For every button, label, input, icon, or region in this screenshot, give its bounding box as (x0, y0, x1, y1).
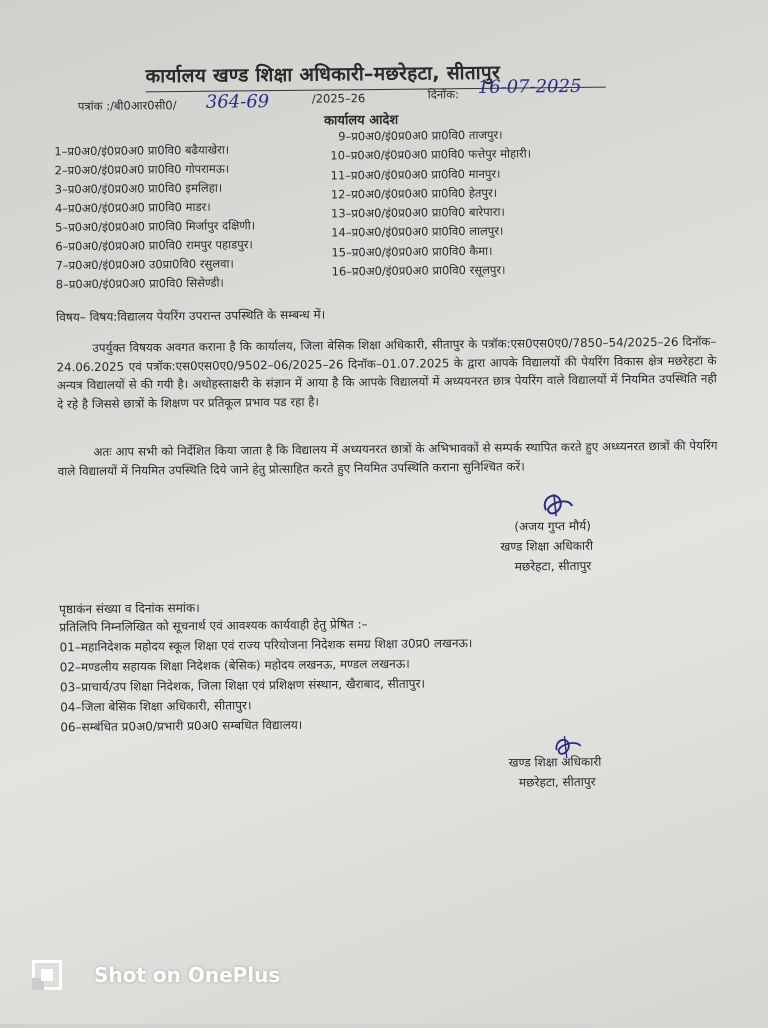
list-item: 14–प्र0अ0/इं0प्र0अ0 प्रा0वि0 लालपुर। (331, 223, 504, 240)
list-item: 6–प्र0अ0/इं0प्र0अ0 प्रा0वि0 रामपुर पहाडपुर। (55, 237, 253, 254)
body-paragraph-1: उपर्युक्त विषयक अवगत कराना है कि कार्यालय, जिला बेसिक शिक्षा अधिकारी, सीतापुर के पत्रॉक:एस0एस0ए0/7850–54/2025–26 दिनॉक–24.06.2025 एवं पत्रॉक:एस0एस0ए0/9502–06/2025–26 दिनॉक–01.07.2025 के द्वारा आपके विद्यालयों की पेयरिंग विकास क्षेत्र मछरेहटा के अन्यत्र विद्यालयों से की गयी है। अधोहस्ताक्षरी के संज्ञान में आया है कि आपके विद्यालयों में अध्ययनरत छात्र पेयरिंग वाले विद्यालयों में नियमित उपस्थिति नही दे रहे है जिससे छात्रों के शिक्षण पर प्रतिकूल प्रभाव पड रहा है। (56, 334, 717, 411)
list-item: 12–प्र0अ0/इं0प्र0अ0 प्रा0वि0 हेतपुर। (330, 185, 498, 202)
signatory-designation: खण्ड शिक्षा अधिकारी (508, 754, 602, 770)
endorsement-intro: प्रतिलिपि निम्नलिखित को सूचनार्थ एवं आवश्यक कार्यवाही हेतु प्रेषित :– (59, 617, 368, 635)
list-item: 4–प्र0अ0/इं0प्र0अ0 प्रा0वि0 माडर। (54, 199, 211, 216)
oneplus-logo-icon (32, 960, 62, 990)
endorsement-heading: पृष्ठाकंन संख्या व दिनांक समांक। (59, 600, 200, 617)
signature-scribble-icon (538, 488, 578, 522)
list-item: 1–प्र0अ0/इं0प्र0अ0 प्रा0वि0 बढैयाखेरा। (54, 142, 230, 159)
signatory-name: (अजय गुप्त मौर्य) (514, 518, 591, 534)
list-item: 11–प्र0अ0/इं0प्र0अ0 प्रा0वि0 मानपुर। (330, 166, 501, 183)
list-item: 7–प्र0अ0/इं0प्र0अ0 उ0प्रा0वि0 रसुलवा। (55, 256, 234, 273)
list-item: 3–प्र0अ0/इं0प्र0अ0 प्रा0वि0 इमलिहा। (54, 180, 223, 197)
patrank-number-handwritten: 364-69 (205, 91, 270, 113)
body-paragraph-2: अतः आप सभी को निर्देशित किया जाता है कि विद्यालय में अध्ययनरत छात्रों के अभिभावकों से सम्पर्क स्थापित करते हुए अध्ध्यनरत छात्रों की पेयरिंग वाले विद्यालयों में नियमित उपस्थिति दिये जाने हेतु प्रोत्साहित करते हुए नियमित उपस्थिति कराना सुनिश्चित करें। (57, 438, 718, 478)
recipient-item: 03–प्राचार्य/उप शिक्षा निदेशक, जिला शिक्षा एवं प्रशिक्षण संस्थान, खैराबाद, सीतापुर। (59, 676, 426, 695)
signatory-designation: खण्ड शिक्षा अधिकारी (500, 538, 594, 554)
list-item: 9–प्र0अ0/इं0प्र0अ0 प्रा0वि0 ताजपुर। (338, 127, 503, 144)
recipient-item: 04–जिला बेसिक शिक्षा अधिकारी, सीतापुर। (60, 698, 252, 715)
watermark-text: Shot on OnePlus (94, 963, 281, 987)
recipient-item: 06–सम्बंधित प्र0अ0/प्रभारी प्र0अ0 सम्बधित विद्यालय। (60, 717, 303, 735)
signatory-place: मछरेहटा, सीतापुर (514, 558, 592, 574)
patrank-label: पत्रांक :/बी0आर0सी0/ (77, 98, 177, 114)
signatory-place: मछरेहटा, सीतापुर (518, 774, 596, 790)
subject-line: विषय– विषय:विद्यालय पेयरिंग उपरान्त उपस्थिति के सम्बन्ध में। (55, 307, 326, 325)
list-item: 5–प्र0अ0/इं0प्र0अ0 प्रा0वि0 मिर्जापुर दक्षिणी। (55, 218, 256, 235)
list-item: 2–प्र0अ0/इं0प्र0अ0 प्रा0वि0 गोपरामऊ। (54, 161, 230, 178)
order-title: कार्यालय आदेश (323, 112, 399, 129)
office-title: कार्यालय खण्ड शिक्षा अधिकारी–मछरेहटा, सीतापुर (145, 58, 605, 93)
list-item: 16–प्र0अ0/इं0प्र0अ0 प्रा0वि0 रसूलपुर। (331, 262, 506, 279)
session-year: /2025–26 (311, 91, 366, 106)
recipient-item: 02–मण्डलीय सहायक शिक्षा निदेशक (बेसिक) महोदय लखनऊ, मण्डल लखनऊ। (59, 656, 410, 675)
list-item: 10–प्र0अ0/इं0प्र0अ0 प्रा0वि0 फत्तेपुर मोहारी। (330, 146, 532, 163)
date-label: दिनॉक: (427, 87, 459, 102)
camera-watermark (32, 958, 292, 998)
list-item: 15–प्र0अ0/इं0प्र0अ0 प्रा0वि0 कैमा। (331, 243, 493, 260)
recipient-item: 01–महानिदेशक महोदय स्कूल शिक्षा एवं राज्य परियोजना निदेशक समग्र शिक्षा उ0प्र0 लखनऊ। (59, 636, 473, 655)
date-handwritten: 16-07-2025 (477, 75, 582, 98)
list-item: 8–प्र0अ0/इं0प्र0अ0 प्रा0वि0 सिसेण्डी। (55, 275, 224, 292)
list-item: 13–प्र0अ0/इं0प्र0अ0 प्रा0वि0 बारेपारा। (330, 204, 505, 221)
